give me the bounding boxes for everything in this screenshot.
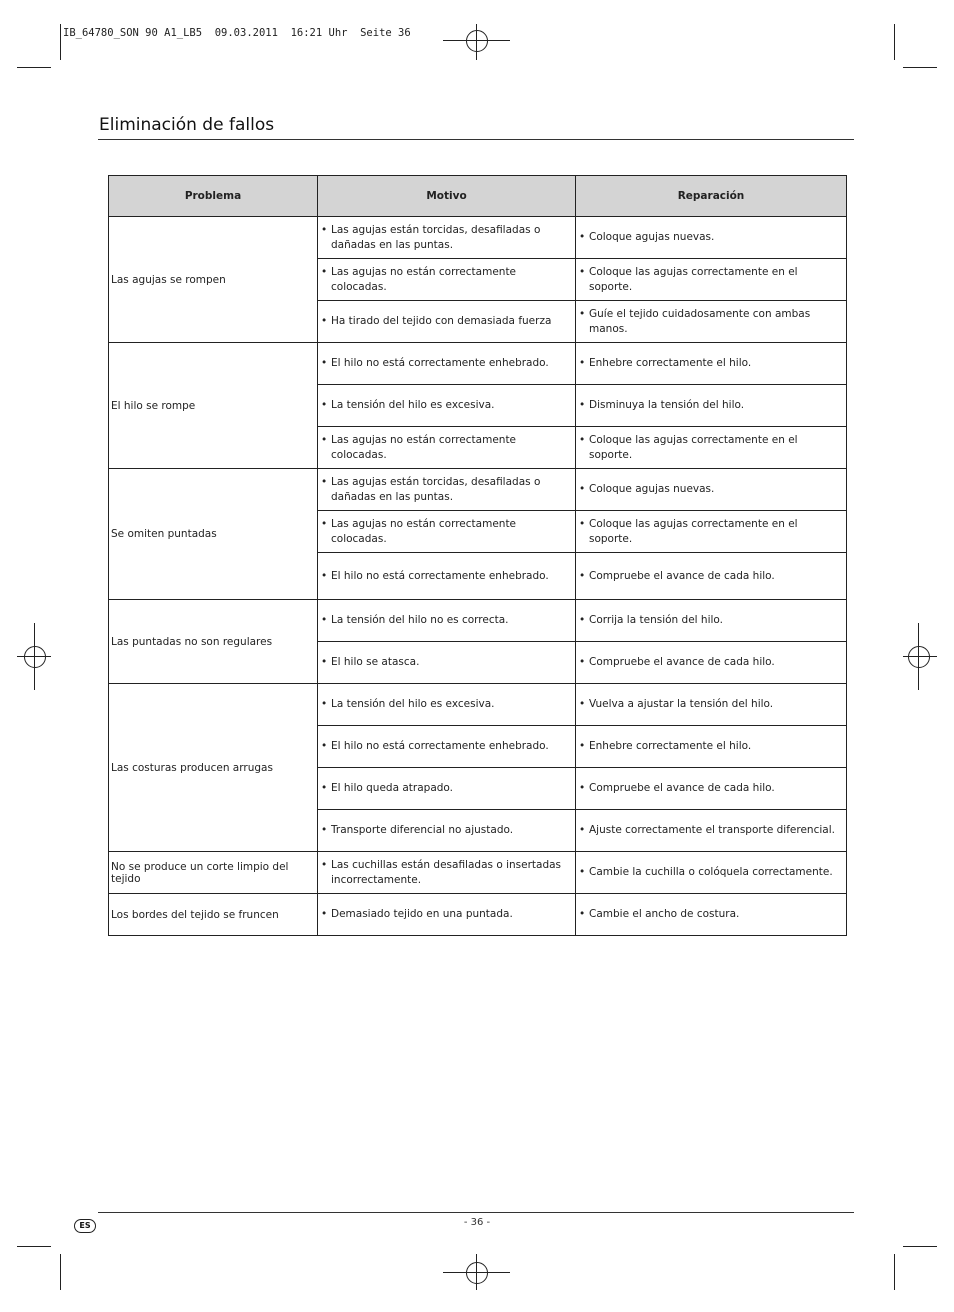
- motivo-cell: [318, 684, 576, 726]
- bullet-icon: •: [321, 265, 328, 278]
- troubleshooting-table: [108, 175, 847, 936]
- reparacion-text: Disminuya la tensión del hilo.: [589, 399, 745, 411]
- motivo-cell: [318, 427, 576, 469]
- table-row: [109, 343, 847, 385]
- bullet-icon: •: [579, 569, 586, 582]
- motivo-cell: [318, 469, 576, 511]
- motivo-cell: [318, 259, 576, 301]
- bullet-icon: •: [321, 357, 328, 369]
- motivo-text: Transporte diferencial no ajustado.: [331, 824, 514, 836]
- bullet-icon: •: [579, 698, 586, 710]
- motivo-cell: [318, 642, 576, 684]
- crop-mark-top-right-h: [903, 67, 937, 68]
- footer-divider: [98, 1212, 854, 1213]
- bullet-icon: •: [321, 433, 328, 446]
- bullet-icon: •: [321, 517, 328, 530]
- motivo-text: La tensión del hilo es excesiva.: [331, 698, 495, 710]
- language-badge: ES: [74, 1219, 96, 1233]
- bullet-icon: •: [579, 483, 586, 495]
- motivo-cell: [318, 810, 576, 852]
- bullet-icon: •: [579, 231, 586, 243]
- reparacion-cell: [576, 684, 847, 726]
- reparacion-cell: [576, 217, 847, 259]
- bullet-icon: •: [321, 399, 328, 411]
- table-body: [109, 217, 847, 936]
- reparacion-cell: [576, 553, 847, 600]
- problem-cell: Las agujas se rompen: [109, 217, 318, 343]
- motivo-cell: [318, 852, 576, 894]
- bullet-icon: •: [321, 782, 328, 794]
- motivo-text: Las agujas no están correctamente colocadas.: [331, 517, 517, 545]
- bullet-icon: •: [579, 782, 586, 794]
- bullet-icon: •: [321, 908, 328, 920]
- reparacion-text: Coloque las agujas correctamente en el soporte.: [589, 265, 798, 293]
- reparacion-text: Enhebre correctamente el hilo.: [589, 740, 752, 752]
- registration-bottom-circle-icon: [466, 1262, 488, 1284]
- motivo-text: El hilo no está correctamente enhebrado.: [331, 740, 549, 752]
- motivo-text: El hilo no está correctamente enhebrado.: [331, 357, 549, 369]
- reparacion-text: Cambie la cuchilla o colóquela correctamente.: [589, 866, 833, 878]
- motivo-cell: [318, 768, 576, 810]
- problem-cell: Los bordes del tejido se fruncen: [109, 894, 318, 936]
- bullet-icon: •: [321, 656, 328, 668]
- crop-mark-bottom-right-h: [903, 1246, 937, 1247]
- bullet-icon: •: [579, 908, 586, 920]
- header-problema: Problema: [109, 176, 318, 217]
- bullet-icon: •: [321, 315, 328, 327]
- reparacion-cell: [576, 642, 847, 684]
- bullet-icon: •: [579, 357, 586, 369]
- reparacion-cell: [576, 469, 847, 511]
- registration-right-circle-icon: [908, 646, 930, 668]
- reparacion-cell: [576, 600, 847, 642]
- reparacion-cell: [576, 427, 847, 469]
- table-header-row: [109, 176, 847, 217]
- motivo-cell: [318, 385, 576, 427]
- problem-cell: El hilo se rompe: [109, 343, 318, 469]
- reparacion-cell: [576, 852, 847, 894]
- table-row: [109, 217, 847, 259]
- reparacion-cell: [576, 810, 847, 852]
- table-row: [109, 469, 847, 511]
- crop-mark-bottom-left-h: [17, 1246, 51, 1247]
- reparacion-text: Coloque agujas nuevas.: [589, 483, 715, 495]
- reparacion-text: Corrija la tensión del hilo.: [589, 614, 723, 626]
- bullet-icon: •: [579, 656, 586, 668]
- reparacion-text: Compruebe el avance de cada hilo.: [589, 656, 775, 668]
- bullet-icon: •: [579, 433, 586, 446]
- motivo-text: Las agujas están torcidas, desafiladas o dañadas en las puntas.: [331, 475, 541, 503]
- motivo-cell: [318, 553, 576, 600]
- problem-cell: Las costuras producen arrugas: [109, 684, 318, 852]
- crop-mark-bottom-right-v: [894, 1254, 895, 1290]
- table-row: [109, 600, 847, 642]
- reparacion-text: Vuelva a ajustar la tensión del hilo.: [589, 698, 774, 710]
- motivo-text: El hilo se atasca.: [331, 656, 420, 668]
- reparacion-cell: [576, 726, 847, 768]
- bullet-icon: •: [321, 858, 328, 871]
- motivo-cell: [318, 894, 576, 936]
- crop-mark-top-left-v: [60, 24, 61, 60]
- reparacion-text: Ajuste correctamente el transporte diferencial.: [589, 824, 835, 836]
- motivo-text: Las agujas no están correctamente colocadas.: [331, 265, 517, 293]
- table-row: [109, 852, 847, 894]
- bullet-icon: •: [579, 614, 586, 626]
- reparacion-cell: [576, 894, 847, 936]
- bullet-icon: •: [321, 698, 328, 710]
- registration-left-circle-icon: [24, 646, 46, 668]
- motivo-cell: [318, 726, 576, 768]
- reparacion-cell: [576, 343, 847, 385]
- reparacion-cell: [576, 385, 847, 427]
- bullet-icon: •: [579, 307, 586, 320]
- problem-cell: No se produce un corte limpio del tejido: [109, 852, 318, 894]
- motivo-text: Demasiado tejido en una puntada.: [331, 908, 513, 920]
- motivo-text: Las agujas están torcidas, desafiladas o dañadas en las puntas.: [331, 223, 541, 251]
- header-motivo: Motivo: [318, 176, 576, 217]
- motivo-text: La tensión del hilo no es correcta.: [331, 614, 509, 626]
- title-divider: [98, 139, 854, 140]
- header-reparacion: Reparación: [576, 176, 847, 217]
- reparacion-cell: [576, 511, 847, 553]
- bullet-icon: •: [321, 614, 328, 626]
- motivo-cell: [318, 511, 576, 553]
- reparacion-cell: [576, 768, 847, 810]
- table-row: [109, 894, 847, 936]
- motivo-text: El hilo no está correctamente enhebrado.: [331, 569, 549, 582]
- bullet-icon: •: [321, 223, 328, 236]
- problem-cell: Las puntadas no son regulares: [109, 600, 318, 684]
- crop-mark-top-right-v: [894, 24, 895, 60]
- reparacion-cell: [576, 301, 847, 343]
- motivo-cell: [318, 343, 576, 385]
- registration-top-circle-icon: [466, 30, 488, 52]
- bullet-icon: •: [579, 740, 586, 752]
- motivo-text: Las cuchillas están desafiladas o insertadas incorrectamente.: [331, 858, 562, 886]
- motivo-cell: [318, 217, 576, 259]
- reparacion-text: Coloque agujas nuevas.: [589, 231, 715, 243]
- reparacion-text: Compruebe el avance de cada hilo.: [589, 569, 775, 582]
- reparacion-cell: [576, 259, 847, 301]
- page-number: - 36 -: [463, 1217, 491, 1228]
- reparacion-text: Coloque las agujas correctamente en el soporte.: [589, 517, 798, 545]
- reparacion-text: Coloque las agujas correctamente en el soporte.: [589, 433, 798, 461]
- bullet-icon: •: [321, 475, 328, 488]
- reparacion-text: Enhebre correctamente el hilo.: [589, 357, 752, 369]
- problem-cell: Se omiten puntadas: [109, 469, 318, 600]
- bullet-icon: •: [579, 399, 586, 411]
- bullet-icon: •: [579, 265, 586, 278]
- motivo-text: Las agujas no están correctamente colocadas.: [331, 433, 517, 461]
- crop-mark-top-left-h: [17, 67, 51, 68]
- motivo-text: La tensión del hilo es excesiva.: [331, 399, 495, 411]
- bullet-icon: •: [579, 517, 586, 530]
- reparacion-text: Compruebe el avance de cada hilo.: [589, 782, 775, 794]
- print-slug: IB_64780_SON 90 A1_LB5 09.03.2011 16:21 Uhr Seite 36: [63, 27, 411, 39]
- reparacion-text: Guíe el tejido cuidadosamente con ambas manos.: [589, 307, 811, 335]
- motivo-cell: [318, 301, 576, 343]
- crop-mark-bottom-left-v: [60, 1254, 61, 1290]
- table-row: [109, 684, 847, 726]
- motivo-text: El hilo queda atrapado.: [331, 782, 454, 794]
- motivo-text: Ha tirado del tejido con demasiada fuerza: [331, 315, 552, 327]
- bullet-icon: •: [321, 740, 328, 752]
- bullet-icon: •: [579, 824, 586, 836]
- reparacion-text: Cambie el ancho de costura.: [589, 908, 740, 920]
- bullet-icon: •: [321, 569, 328, 582]
- page-title: Eliminación de fallos: [99, 115, 275, 135]
- bullet-icon: •: [321, 824, 328, 836]
- bullet-icon: •: [579, 866, 586, 878]
- motivo-cell: [318, 600, 576, 642]
